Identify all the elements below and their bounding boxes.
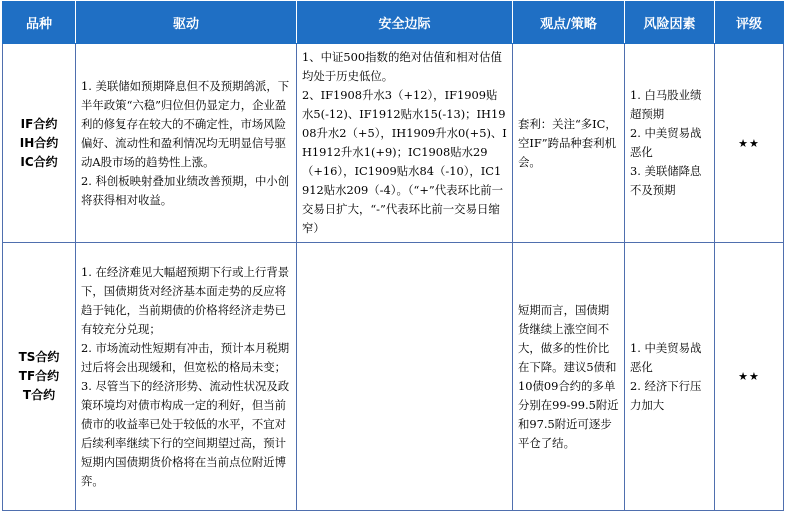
rating-stars: ★★ (715, 243, 784, 511)
risks-cell (625, 243, 715, 511)
product-cell (3, 44, 76, 243)
risk-item: 1. 白马股业绩超预期 (630, 88, 702, 121)
risk-item: 1. 中美贸易战恶化 (630, 340, 702, 374)
safety-margin-paragraph: 1、中证500指数的绝对估值和相对估值均处于历史低位。 (302, 50, 502, 83)
view-cell: 短期而言，国债期货继续上涨空间不大，做多的性价比在下降。建议5债和10债09合约的多单分别在99-99.5附近和97.5附近可逐步平仓了结。 (513, 243, 625, 511)
table-row-treasury (3, 243, 784, 511)
driver-paragraph: 1. 在经济难见大幅超预期下行或上行背景下，国债期货对经济基本面走势的反应将趋于钝化，当前期债的价格将经济走势已有较充分兑现； (81, 264, 290, 336)
header-rating: 评级 (715, 2, 784, 44)
driver-paragraph: 3. 尽管当下的经济形势、流动性状况及政策环境均对债市构成一定的利好，但当前债市的收益率已处于较低的水平，不宜对后续利率继续下行的空间期望过高，预计短期内国债期货价格将在当前点位附近博弈。 (81, 378, 290, 488)
header-product: 品种 (3, 2, 76, 44)
safety-margin-cell-empty (297, 243, 513, 511)
product-name: IF合约 (20, 116, 58, 131)
product-cell (3, 243, 76, 511)
safety-margin-cell (297, 44, 513, 243)
drivers-cell (76, 243, 297, 511)
driver-paragraph: 2. 市场流动性短期有冲击，预计本月税期过后将会出现缓和，但宽松的格局未变； (81, 340, 290, 374)
driver-paragraph: 1. 美联储如预期降息但不及预期鸽派，下半年政策“六稳”归位但仍显定力，企业盈利的修复存在较大的不确定性，市场风险偏好、流动性和盈利情况均无明显信号驱动A股市场的趋势性上涨。 (81, 78, 290, 169)
risk-item: 2. 中美贸易战恶化 (630, 126, 702, 159)
risk-item: 2. 经济下行压力加大 (630, 378, 702, 412)
product-name: IC合约 (20, 154, 58, 169)
table-row-stock-index (3, 44, 784, 243)
strategy-table-container (2, 1, 784, 511)
strategy-table (2, 1, 784, 511)
risks-cell (625, 44, 715, 243)
rating-stars: ★★ (715, 44, 784, 243)
header-drivers: 驱动 (76, 2, 297, 44)
header-view-strategy: 观点/策略 (513, 2, 625, 44)
view-cell: 套利：关注“多IC，空IF”跨品种套利机会。 (513, 44, 625, 243)
header-safety-margin: 安全边际 (297, 2, 513, 44)
header-risk-factors: 风险因素 (625, 2, 715, 44)
product-name: TF合约 (18, 369, 60, 383)
product-name: TS合约 (18, 350, 60, 364)
drivers-cell (76, 44, 297, 243)
product-name: T合约 (22, 388, 56, 402)
product-name: IH合约 (19, 135, 59, 150)
header-row (3, 2, 784, 44)
driver-paragraph: 2. 科创板映射叠加业绩改善预期，中小创将获得相对收益。 (81, 173, 290, 207)
risk-item: 3. 美联储降息不及预期 (630, 164, 702, 197)
safety-margin-paragraph: 2、IF1908升水3（+12），IF1909贴水5(-12)、IF1912贴水15(-13)；IH1908升水2（+5），IH1909升水0(+5)、IH1912升水1(+9)；IC1908贴水29（+16），IC1909贴水84（-10），IC1912贴水209（-4）。（“+”代表环比前一交易日扩大，“-”代表环比前一交易日缩窄） (302, 88, 507, 235)
